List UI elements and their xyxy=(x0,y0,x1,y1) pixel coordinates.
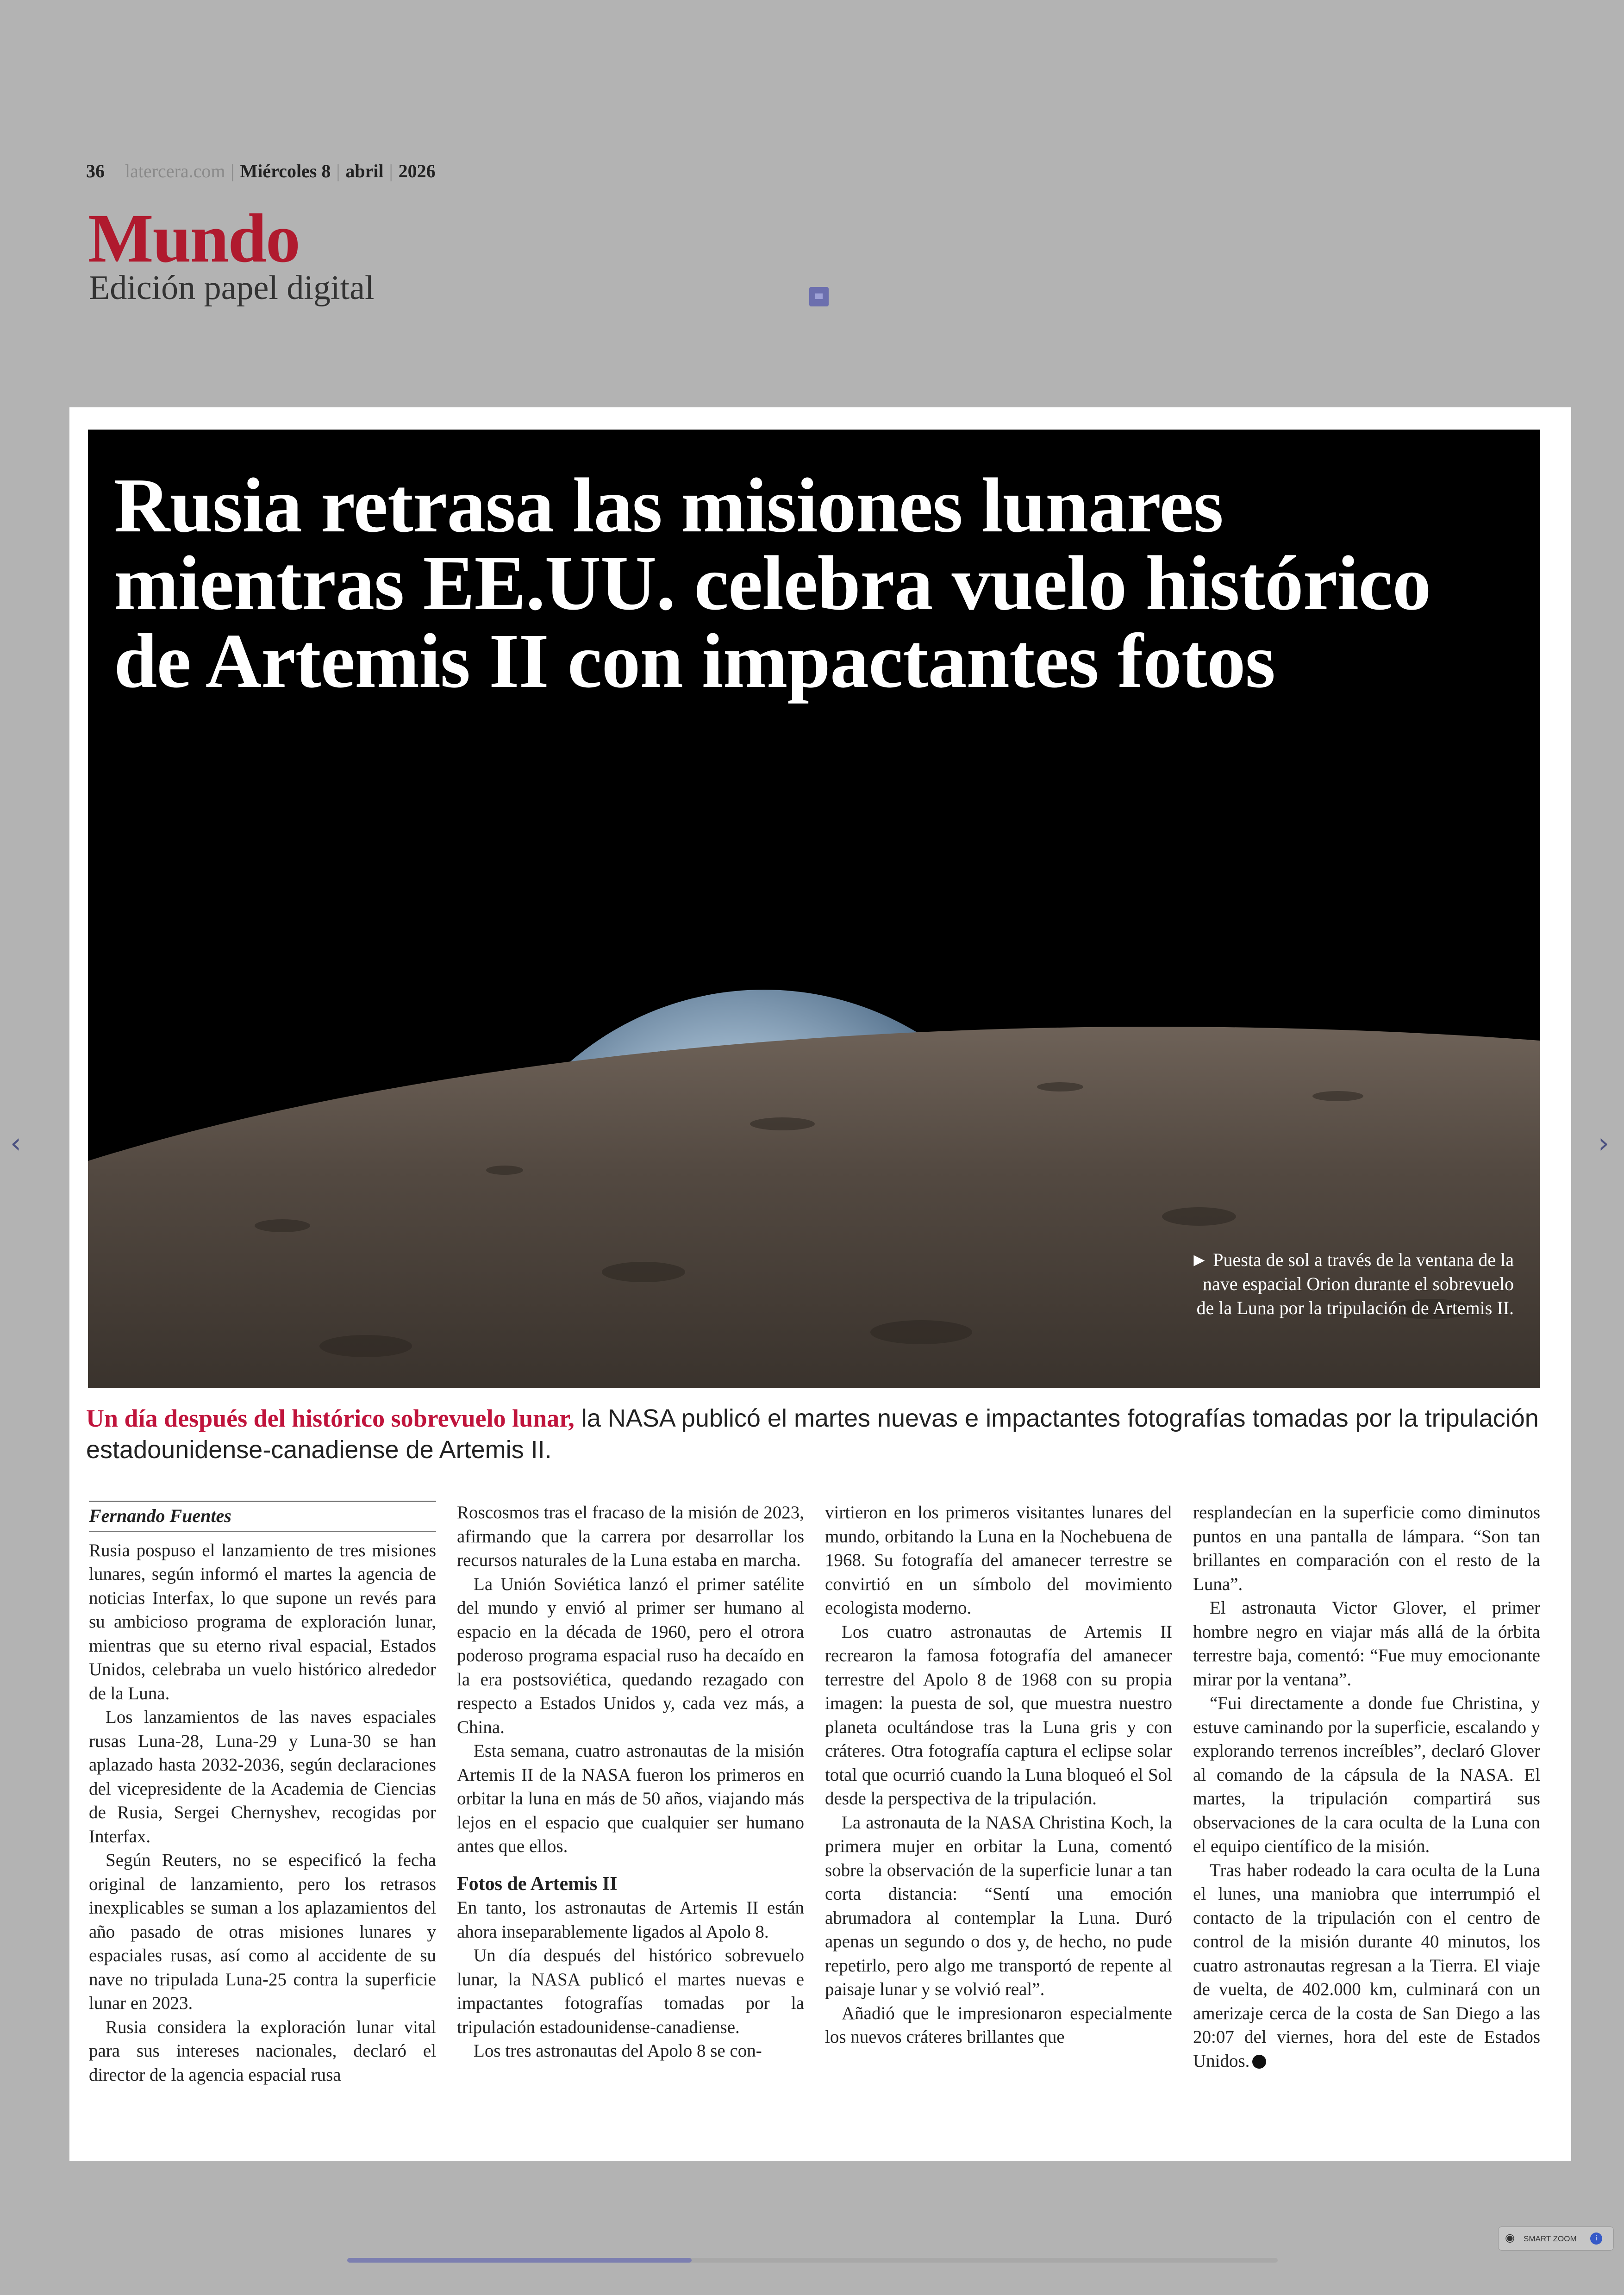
paragraph: La Unión Soviética lanzó el primer satélite del mundo y envió al primer ser humano al espacio en la década de 1960, pero el otrora poderoso programa espacial ruso ha decaído en la era postsoviética, quedando rezagado con respecto a Estados Unidos y, cada vez más, a China. xyxy=(457,1574,804,1737)
paragraph: Un día después del histórico sobrevuelo lunar, la NASA publicó el martes nuevas e impactantes fotografías tomadas por la tripulación estadounidense-canadiense. xyxy=(457,1946,804,2037)
photo-caption: ► Puesta de sol a través de la ventana de la nave espacial Orion durante el sobrevuelo de la Luna por la tripulación de Artemis II. xyxy=(1190,1249,1514,1318)
paragraph: En tanto, los astronautas de Artemis II están ahora inseparablemente ligados al Apolo 8. xyxy=(457,1898,804,1942)
article-headline: Rusia retrasa las misiones lunares mientras EE.UU. celebra vuelo histórico de Artemis II con impactantes fotos xyxy=(114,462,1431,704)
paragraph: “Fui directamente a donde fue Christina, y estuve caminando por la superficie, escalando y explorando terrenos increíbles”, declaró Glover al comando de la cápsula de la NASA. El martes, la tripulación compartirá sus observaciones de la cara oculta de la Luna con el equipo científico de la misión. xyxy=(1193,1693,1540,1856)
edition-label: Edición papel digital xyxy=(89,269,375,307)
article-lead xyxy=(86,1403,1544,1466)
thumbnail-toggle-button[interactable] xyxy=(809,287,829,306)
date-month: abril xyxy=(345,161,384,181)
paragraph: Rusia considera la exploración lunar vital para sus intereses nacionales, declaró el director de la agencia espacial rusa xyxy=(89,2017,436,2085)
column-1 xyxy=(89,1501,436,2087)
lead-text: la NASA publicó el martes nuevas e impactantes fotografías tomadas por la tripulación estadounidense-canadiense de Artemis II. xyxy=(86,1404,1539,1464)
section-title: Mundo xyxy=(88,200,300,277)
thumbnail-icon xyxy=(815,293,823,299)
page-number: 36 xyxy=(86,161,105,181)
lead-highlight: Un día después del histórico sobrevuelo lunar, xyxy=(86,1404,575,1432)
next-page-button[interactable]: › xyxy=(1598,1127,1609,1160)
previous-page-button[interactable]: ‹ xyxy=(10,1127,21,1160)
column-4 xyxy=(1193,1501,1540,2073)
smart-zoom-label: SMART ZOOM xyxy=(1524,2234,1577,2243)
page-progress-bar[interactable] xyxy=(347,2258,1278,2263)
hero-photo xyxy=(88,430,1540,1388)
end-mark-icon xyxy=(1252,2055,1266,2069)
site-name: latercera.com xyxy=(125,161,225,181)
subheading: Fotos de Artemis II xyxy=(457,1873,618,1895)
paragraph: Esta semana, cuatro astronautas de la misión Artemis II de la NASA fueron los primeros en orbitar la luna en más de 50 años, viajando más lejos en el espacio que cualquier ser humano antes que ellos. xyxy=(457,1741,804,1856)
column-3 xyxy=(825,1501,1172,2049)
byline: Fernando Fuentes xyxy=(89,1501,436,1532)
paragraph: La astronauta de la NASA Christina Koch, la primera mujer en orbitar la Luna, comentó sobre la observación de la superficie lunar a tan corta distancia: “Sentí una emoción abrumadora al contemplar la Luna. Duró apenas un segundo o dos y, de hecho, no pude repetirlo, pero algo me transportó de repente al paisaje lunar y se volvió real”. xyxy=(825,1812,1172,1999)
paragraph: Añadió que le impresionaron especialmente los nuevos cráteres brillantes que xyxy=(825,2003,1172,2047)
eye-icon: ◉ xyxy=(1505,2232,1515,2244)
newspaper-page xyxy=(69,407,1571,2161)
date-weekday: Miércoles 8 xyxy=(240,161,331,181)
page-progress-fill xyxy=(347,2258,692,2263)
paragraph: resplandecían en la superficie como diminutos puntos en una pantalla de lámpara. “Son tan brillantes en comparación con el resto de la Luna”. xyxy=(1193,1503,1540,1594)
paragraph: Roscosmos tras el fracaso de la misión de 2023, afirmando que la carrera por desarrollar los recursos naturales de la Luna estaba en marcha. xyxy=(457,1503,804,1570)
column-2 xyxy=(457,1501,804,2063)
paragraph-last: Tras haber rodeado la cara oculta de la Luna el lunes, una maniobra que interrumpió el contacto de la tripulación con el centro de control de la misión durante 40 minutos, los cuatro astronautas regresan a la Tierra. El viaje de vuelta, de 402.000 km, culminará con un amerizaje cerca de la costa de San Diego a las 20:07 del viernes, hora del este de Estados Unidos. xyxy=(1193,1860,1540,2071)
paragraph: El astronauta Victor Glover, el primer hombre negro en viajar más allá de la órbita terrestre baja, comentó: “Fue muy emocionante mirar por la ventana”. xyxy=(1193,1598,1540,1690)
paragraph: Según Reuters, no se especificó la fecha original de lanzamiento, pero los retrasos inexplicables se suman a los aplazamientos del año pasado de otras misiones lunares y espaciales rusas, así como al accidente de su nave no tripulada Luna-25 contra la superficie lunar en 2023. xyxy=(89,1850,436,2013)
paragraph: virtieron en los primeros visitantes lunares del mundo, orbitando la Luna en la Nochebuena de 1968. Su fotografía del amanecer terrestre se convirtió en un símbolo del movimiento ecologista moderno. xyxy=(825,1503,1172,1618)
paragraph: Los cuatro astronautas de Artemis II recrearon la famosa fotografía del amanecer terrestre del Apolo 8 de 1968 con su propia imagen: la puesta de sol, que muestra nuestro planeta ocultándose tras la Luna gris y con cráteres. Otra fotografía captura el eclipse solar total que ocurrió cuando la Luna bloqueó el Sol desde la perspectiva de la tripulación. xyxy=(825,1621,1172,1809)
smart-zoom-button[interactable] xyxy=(1498,2226,1614,2251)
paragraph: Los tres astronautas del Apolo 8 se con- xyxy=(474,2041,762,2061)
date-year: 2026 xyxy=(398,161,436,181)
info-badge-icon: i xyxy=(1590,2233,1602,2245)
paragraph: Los lanzamientos de las naves espaciales rusas Luna-28, Luna-29 y Luna-30 se han aplazado hasta 2032-2036, según declaraciones del vicepresidente de la Academia de Ciencias de Rusia, Sergei Chernyshev, recogidas por Interfax. xyxy=(89,1707,436,1846)
article-body xyxy=(89,1501,1538,2139)
paragraph: Rusia pospuso el lanzamiento de tres misiones lunares, según informó el martes la agencia de noticias Interfax, lo que supone un revés para su ambicioso programa de exploración lunar, mientras que su eterno rival espacial, Estados Unidos, celebraba un vuelo histórico alrededor de la Luna. xyxy=(89,1540,436,1703)
page-folio: 36 latercera.com | Miércoles 8 | abril | 2026 xyxy=(86,161,436,181)
